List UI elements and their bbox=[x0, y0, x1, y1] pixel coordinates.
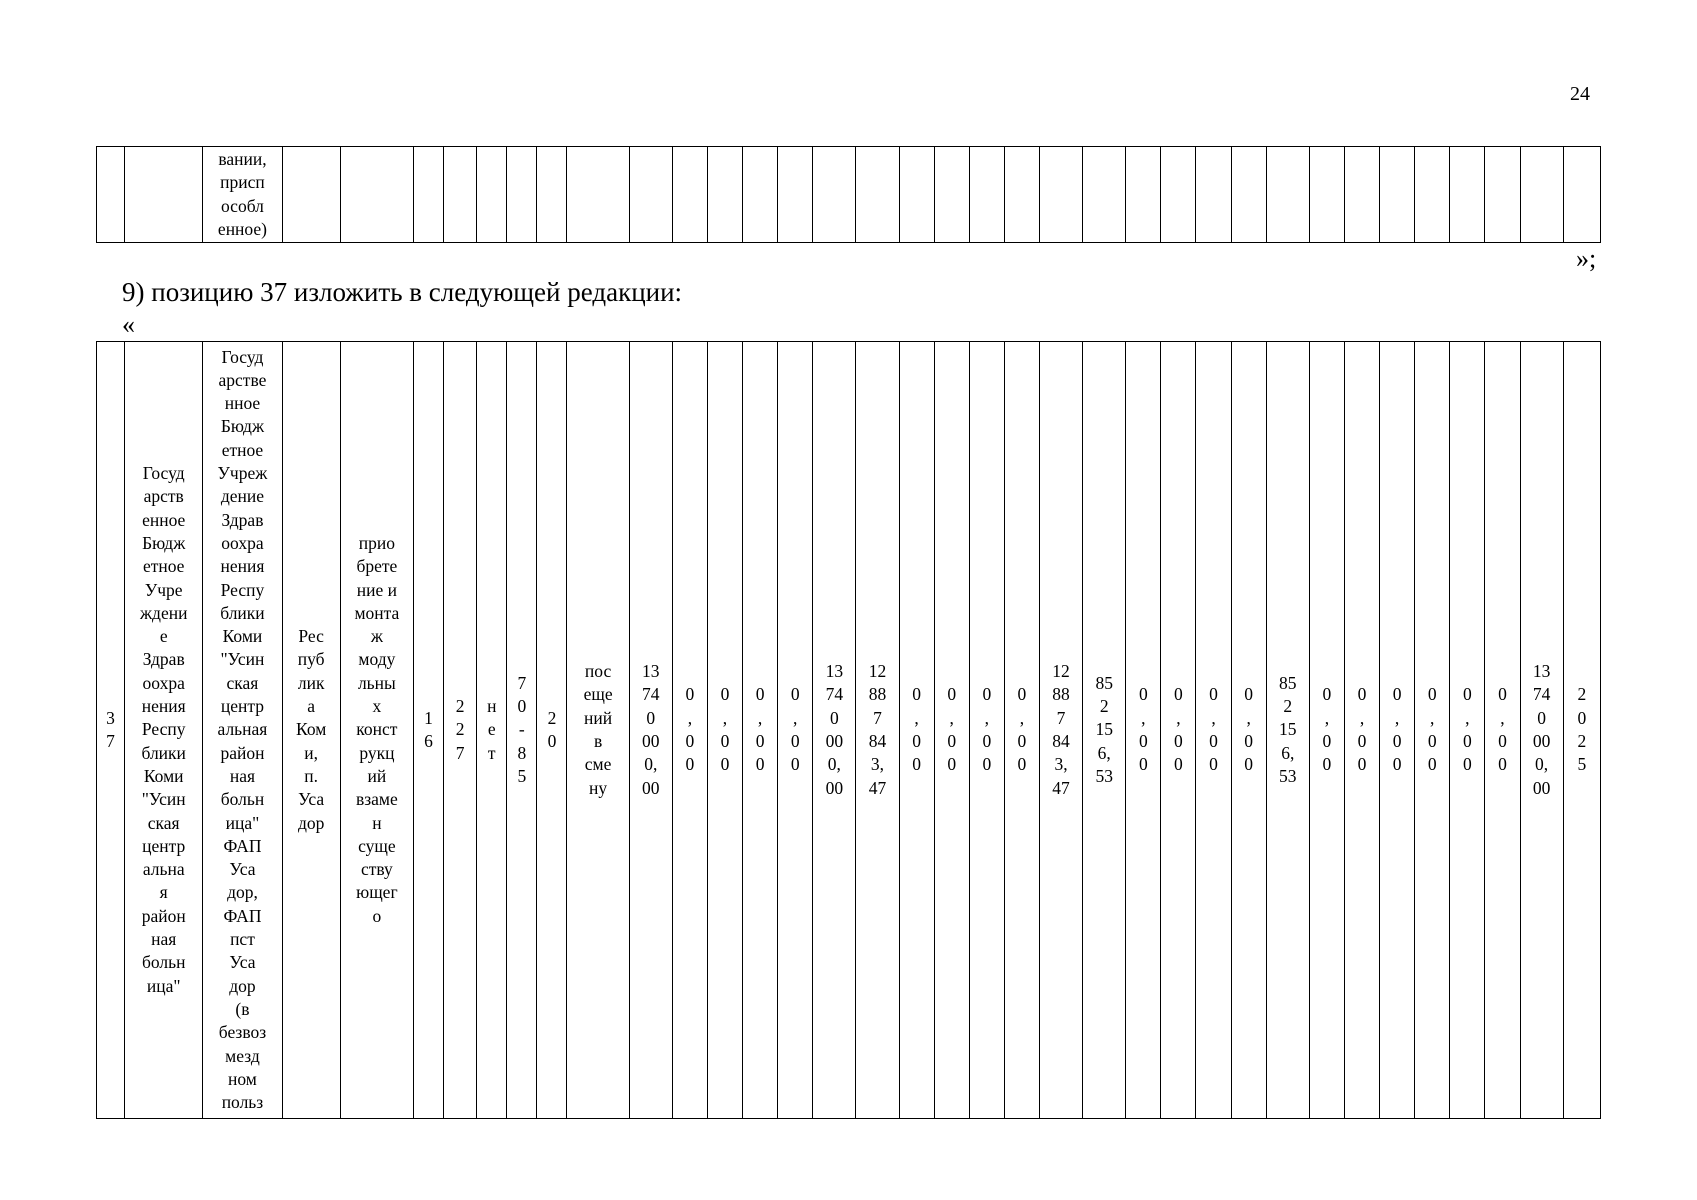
main-cell-33: 0 , 0 0 bbox=[1415, 342, 1450, 1119]
main-cell-1: 3 7 bbox=[97, 342, 125, 1119]
top-cell-25 bbox=[1126, 147, 1161, 243]
main-cell-15: 0 , 0 0 bbox=[743, 342, 778, 1119]
main-cell-2: Госуд арств енное Бюдж етное Учре ждени е Здрав оохра нения Респу блики Коми "Усин ская центр альна я район ная больн ица" bbox=[125, 342, 203, 1119]
main-cell-5: прио брете ние и монта ж моду льны х конст рукц ий взаме н суще ству ющег о bbox=[340, 342, 413, 1119]
main-cell-11: пос еще ний в сме ну bbox=[567, 342, 629, 1119]
main-cell-26: 0 , 0 0 bbox=[1161, 342, 1196, 1119]
top-cell-34 bbox=[1450, 147, 1485, 243]
top-cell-24 bbox=[1083, 147, 1126, 243]
top-cell-10 bbox=[537, 147, 567, 243]
main-cell-28: 0 , 0 0 bbox=[1231, 342, 1266, 1119]
main-cell-18: 12 88 7 84 3, 47 bbox=[856, 342, 899, 1119]
main-cell-7: 2 2 7 bbox=[444, 342, 477, 1119]
main-cell-37: 2 0 2 5 bbox=[1563, 342, 1600, 1119]
top-cell-7 bbox=[444, 147, 477, 243]
top-cell-12 bbox=[629, 147, 672, 243]
table-row-position-37 bbox=[97, 342, 1601, 1119]
top-cell-26 bbox=[1161, 147, 1196, 243]
main-cell-20: 0 , 0 0 bbox=[934, 342, 969, 1119]
top-cell-31 bbox=[1344, 147, 1379, 243]
top-cell-17 bbox=[813, 147, 856, 243]
top-cell-30 bbox=[1309, 147, 1344, 243]
top-cell-27 bbox=[1196, 147, 1231, 243]
top-cell-8 bbox=[477, 147, 507, 243]
main-cell-35: 0 , 0 0 bbox=[1485, 342, 1520, 1119]
main-cell-3: Госуд арстве нное Бюдж етное Учреж дение Здрав оохра нения Респу блики Коми "Усин ская центр альная район ная больн ица" ФАП Уса дор, ФАП пст Уса дор (в безвоз мезд ном польз bbox=[203, 342, 282, 1119]
top-cell-3: вании, присп особл енное) bbox=[203, 147, 282, 243]
top-cell-23 bbox=[1039, 147, 1082, 243]
top-cell-11 bbox=[567, 147, 629, 243]
opening-quote: « bbox=[122, 310, 135, 339]
page-number: 24 bbox=[1570, 83, 1590, 105]
main-cell-30: 0 , 0 0 bbox=[1309, 342, 1344, 1119]
top-cell-33 bbox=[1415, 147, 1450, 243]
main-cell-29: 85 2 15 6, 53 bbox=[1266, 342, 1309, 1119]
main-cell-13: 0 , 0 0 bbox=[672, 342, 707, 1119]
top-cell-9 bbox=[507, 147, 537, 243]
top-cell-28 bbox=[1231, 147, 1266, 243]
top-cell-14 bbox=[707, 147, 742, 243]
main-cell-31: 0 , 0 0 bbox=[1344, 342, 1379, 1119]
top-cell-6 bbox=[414, 147, 444, 243]
top-cell-13 bbox=[672, 147, 707, 243]
top-cell-4 bbox=[282, 147, 340, 243]
top-cell-18 bbox=[856, 147, 899, 243]
top-cell-32 bbox=[1380, 147, 1415, 243]
top-cell-21 bbox=[969, 147, 1004, 243]
main-cell-19: 0 , 0 0 bbox=[899, 342, 934, 1119]
top-cell-15 bbox=[743, 147, 778, 243]
main-cell-25: 0 , 0 0 bbox=[1126, 342, 1161, 1119]
top-cell-36 bbox=[1520, 147, 1563, 243]
closing-quote: »; bbox=[1576, 244, 1597, 273]
top-cell-37 bbox=[1563, 147, 1600, 243]
top-cell-1 bbox=[97, 147, 125, 243]
main-cell-23: 12 88 7 84 3, 47 bbox=[1039, 342, 1082, 1119]
main-cell-24: 85 2 15 6, 53 bbox=[1083, 342, 1126, 1119]
main-cell-10: 2 0 bbox=[537, 342, 567, 1119]
top-cell-22 bbox=[1004, 147, 1039, 243]
top-cell-2 bbox=[125, 147, 203, 243]
top-cell-16 bbox=[778, 147, 813, 243]
main-cell-21: 0 , 0 0 bbox=[969, 342, 1004, 1119]
table-row bbox=[97, 147, 1601, 243]
main-cell-34: 0 , 0 0 bbox=[1450, 342, 1485, 1119]
main-cell-14: 0 , 0 0 bbox=[707, 342, 742, 1119]
top-cell-35 bbox=[1485, 147, 1520, 243]
top-cell-19 bbox=[899, 147, 934, 243]
position-37-table bbox=[96, 341, 1601, 1119]
main-cell-27: 0 , 0 0 bbox=[1196, 342, 1231, 1119]
main-cell-4: Рес пуб лик а Ком и, п. Уса дор bbox=[282, 342, 340, 1119]
top-cell-20 bbox=[934, 147, 969, 243]
main-cell-16: 0 , 0 0 bbox=[778, 342, 813, 1119]
main-cell-17: 13 74 0 00 0, 00 bbox=[813, 342, 856, 1119]
main-cell-32: 0 , 0 0 bbox=[1380, 342, 1415, 1119]
amendment-instruction: 9) позицию 37 изложить в следующей редакции: bbox=[122, 277, 683, 307]
main-cell-22: 0 , 0 0 bbox=[1004, 342, 1039, 1119]
main-cell-8: н е т bbox=[477, 342, 507, 1119]
top-cell-5 bbox=[340, 147, 413, 243]
main-cell-6: 1 6 bbox=[414, 342, 444, 1119]
continued-table-fragment bbox=[96, 146, 1601, 243]
main-cell-12: 13 74 0 00 0, 00 bbox=[629, 342, 672, 1119]
top-cell-29 bbox=[1266, 147, 1309, 243]
main-cell-9: 7 0 - 8 5 bbox=[507, 342, 537, 1119]
main-cell-36: 13 74 0 00 0, 00 bbox=[1520, 342, 1563, 1119]
